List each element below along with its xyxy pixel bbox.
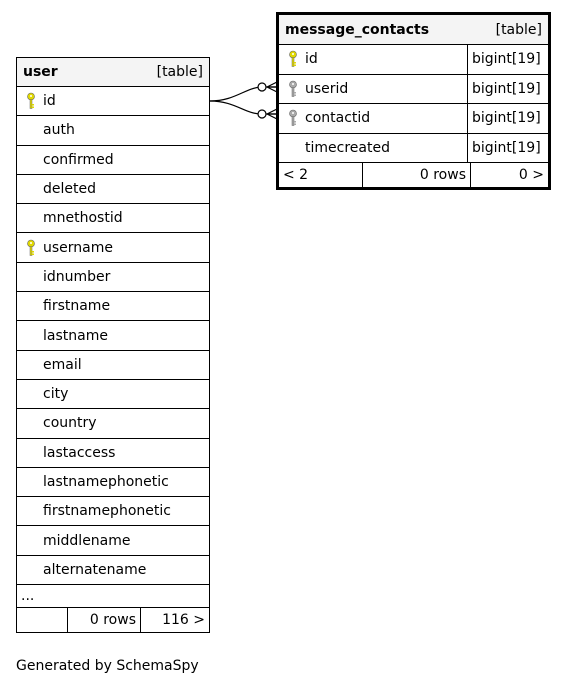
table-header bbox=[279, 15, 548, 45]
column-type: bigint[19] bbox=[467, 75, 548, 104]
column-row[interactable] bbox=[17, 321, 209, 350]
column-row[interactable] bbox=[17, 146, 209, 175]
column-name-text: id bbox=[305, 51, 318, 68]
table-type-label: [table] bbox=[495, 21, 542, 38]
column-name-text: deleted bbox=[43, 181, 96, 198]
column-row[interactable] bbox=[17, 204, 209, 233]
column-row[interactable] bbox=[17, 263, 209, 292]
edge-contactid bbox=[210, 101, 278, 114]
column-name-text: id bbox=[43, 93, 56, 110]
column-name-text: contactid bbox=[305, 110, 371, 127]
row-count: 0 rows bbox=[363, 163, 471, 187]
more-columns-indicator: ... bbox=[17, 585, 209, 608]
column-row[interactable] bbox=[17, 468, 209, 497]
column-row[interactable] bbox=[17, 175, 209, 204]
column-name-text: userid bbox=[305, 80, 349, 97]
table-user[interactable] bbox=[16, 57, 210, 633]
column-name bbox=[279, 75, 467, 104]
primary-key-icon bbox=[25, 92, 37, 110]
column-row[interactable] bbox=[17, 556, 209, 585]
column-name-text: auth bbox=[43, 122, 75, 139]
table-header bbox=[17, 58, 209, 87]
children-count[interactable]: 116 > bbox=[162, 612, 205, 629]
children-count[interactable]: 0 > bbox=[518, 167, 544, 183]
column-name bbox=[17, 233, 209, 261]
column-row[interactable] bbox=[17, 526, 209, 555]
column-row[interactable] bbox=[279, 104, 548, 134]
column-name-text: confirmed bbox=[43, 151, 114, 168]
column-name-text: firstnamephonetic bbox=[43, 503, 171, 520]
column-name bbox=[17, 409, 209, 437]
column-row[interactable] bbox=[17, 409, 209, 438]
table-footer bbox=[279, 163, 548, 187]
column-name-text: city bbox=[43, 386, 69, 403]
column-name bbox=[279, 45, 467, 74]
column-row[interactable] bbox=[279, 134, 548, 164]
column-name bbox=[17, 526, 209, 554]
column-name-text: lastnamephonetic bbox=[43, 474, 169, 490]
column-row[interactable] bbox=[17, 87, 209, 116]
column-name-text: mnethostid bbox=[43, 210, 123, 227]
edge-userid bbox=[210, 87, 278, 101]
column-name bbox=[17, 204, 209, 232]
column-row[interactable] bbox=[279, 75, 548, 105]
column-name bbox=[17, 292, 209, 320]
parents-count[interactable]: < 2 bbox=[279, 163, 363, 187]
table-message-contacts[interactable] bbox=[276, 12, 551, 190]
column-name bbox=[17, 87, 209, 115]
column-name bbox=[17, 175, 209, 203]
column-name-text: country bbox=[43, 415, 97, 432]
column-type: bigint[19] bbox=[467, 104, 548, 133]
column-name-text: middlename bbox=[43, 532, 131, 549]
column-name-text: username bbox=[43, 239, 113, 256]
column-name bbox=[17, 321, 209, 349]
foreign-key-icon bbox=[287, 80, 299, 98]
generated-by-label: Generated by SchemaSpy bbox=[16, 658, 199, 674]
column-name-text: firstname bbox=[43, 298, 111, 315]
column-name bbox=[17, 146, 209, 174]
primary-key-icon bbox=[287, 50, 299, 68]
column-row[interactable] bbox=[17, 233, 209, 262]
column-type: bigint[19] bbox=[467, 134, 548, 163]
row-count: 0 rows bbox=[68, 608, 141, 632]
column-name-text: lastaccess bbox=[43, 444, 116, 461]
column-name-text: alternatename bbox=[43, 561, 147, 578]
column-name bbox=[17, 380, 209, 408]
parents-count[interactable] bbox=[17, 608, 68, 632]
column-row[interactable] bbox=[17, 439, 209, 468]
column-name bbox=[17, 556, 209, 584]
column-name-text: timecreated bbox=[305, 139, 390, 156]
edge-userid-zero bbox=[258, 83, 266, 91]
column-name-text: idnumber bbox=[43, 268, 111, 285]
column-name bbox=[17, 351, 209, 379]
primary-key-icon bbox=[25, 239, 37, 257]
table-type-label: [table] bbox=[156, 64, 203, 80]
column-row[interactable] bbox=[279, 45, 548, 75]
column-name bbox=[279, 104, 467, 133]
table-name: message_contacts bbox=[285, 21, 430, 38]
column-row[interactable] bbox=[17, 116, 209, 145]
edge-contactid-zero bbox=[258, 110, 266, 118]
column-row[interactable] bbox=[17, 351, 209, 380]
table-name: user bbox=[23, 64, 58, 80]
foreign-key-icon bbox=[287, 109, 299, 127]
column-name bbox=[17, 116, 209, 144]
column-name bbox=[17, 468, 209, 496]
column-name bbox=[17, 439, 209, 467]
column-name bbox=[17, 497, 209, 525]
column-row[interactable] bbox=[17, 380, 209, 409]
column-name bbox=[279, 134, 467, 163]
table-footer bbox=[17, 608, 209, 632]
column-name-text: email bbox=[43, 356, 82, 373]
column-name-text: lastname bbox=[43, 327, 108, 344]
column-row[interactable] bbox=[17, 497, 209, 526]
column-name bbox=[17, 263, 209, 291]
column-row[interactable] bbox=[17, 292, 209, 321]
column-type: bigint[19] bbox=[467, 45, 548, 74]
